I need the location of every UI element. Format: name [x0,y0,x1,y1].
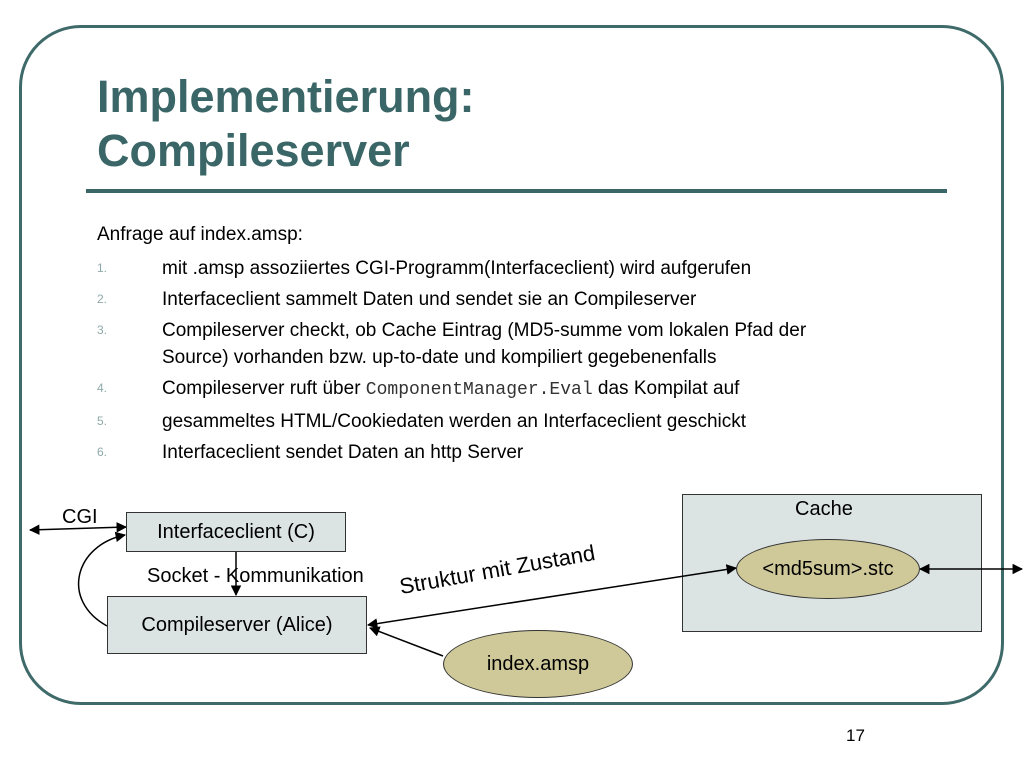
page-number: 17 [846,726,865,745]
list-text: Compileserver checkt, ob Cache Eintrag (MD5-summe vom lokalen Pfad der Source) vorhanden bzw. up-to-date und kompiliert gegebenenfalls [162,320,807,368]
md5-file-label: <md5sum>.stc [762,557,894,580]
intro-text: Anfrage auf index.amsp: [97,224,303,245]
index-arrow [370,628,443,656]
list-number: 2. [97,292,108,306]
socket-label: Socket - Kommunikation [147,565,364,587]
list-text: Compileserver ruft über [162,378,366,399]
interfaceclient-box [126,512,346,552]
list-number: 5. [97,414,108,428]
cgi-label: CGI [62,506,98,528]
list-number: 6. [97,445,108,459]
struktur-label: Struktur mit Zustand [397,539,597,600]
list-text: das Kompilat auf [592,378,740,399]
code-reference: ComponentManager.Eval [365,380,593,400]
title-line-2: Compileserver [97,125,410,176]
interfaceclient-label: Interfaceclient (C) [157,521,315,543]
index-file-ellipse [443,630,633,698]
index-file-label: index.amsp [486,652,590,675]
list-number: 4. [97,381,108,395]
list-text: gesammeltes HTML/Cookiedaten werden an Interfaceclient geschickt [162,411,747,432]
list-text: Interfaceclient sendet Daten an http Server [162,442,524,463]
cache-label: Cache [795,498,853,520]
list-number: 3. [97,323,108,337]
compileserver-box [107,596,367,654]
list-text: Interfaceclient sammelt Daten und sendet sie an Compileserver [162,289,697,310]
list-text: mit .amsp assoziiertes CGI-Programm(Interfaceclient) wird aufgerufen [162,258,752,279]
list-number: 1. [97,261,108,275]
title-line-1: Implementierung: [97,71,475,122]
compileserver-label: Compileserver (Alice) [141,614,333,636]
md5-file-ellipse [736,539,920,599]
